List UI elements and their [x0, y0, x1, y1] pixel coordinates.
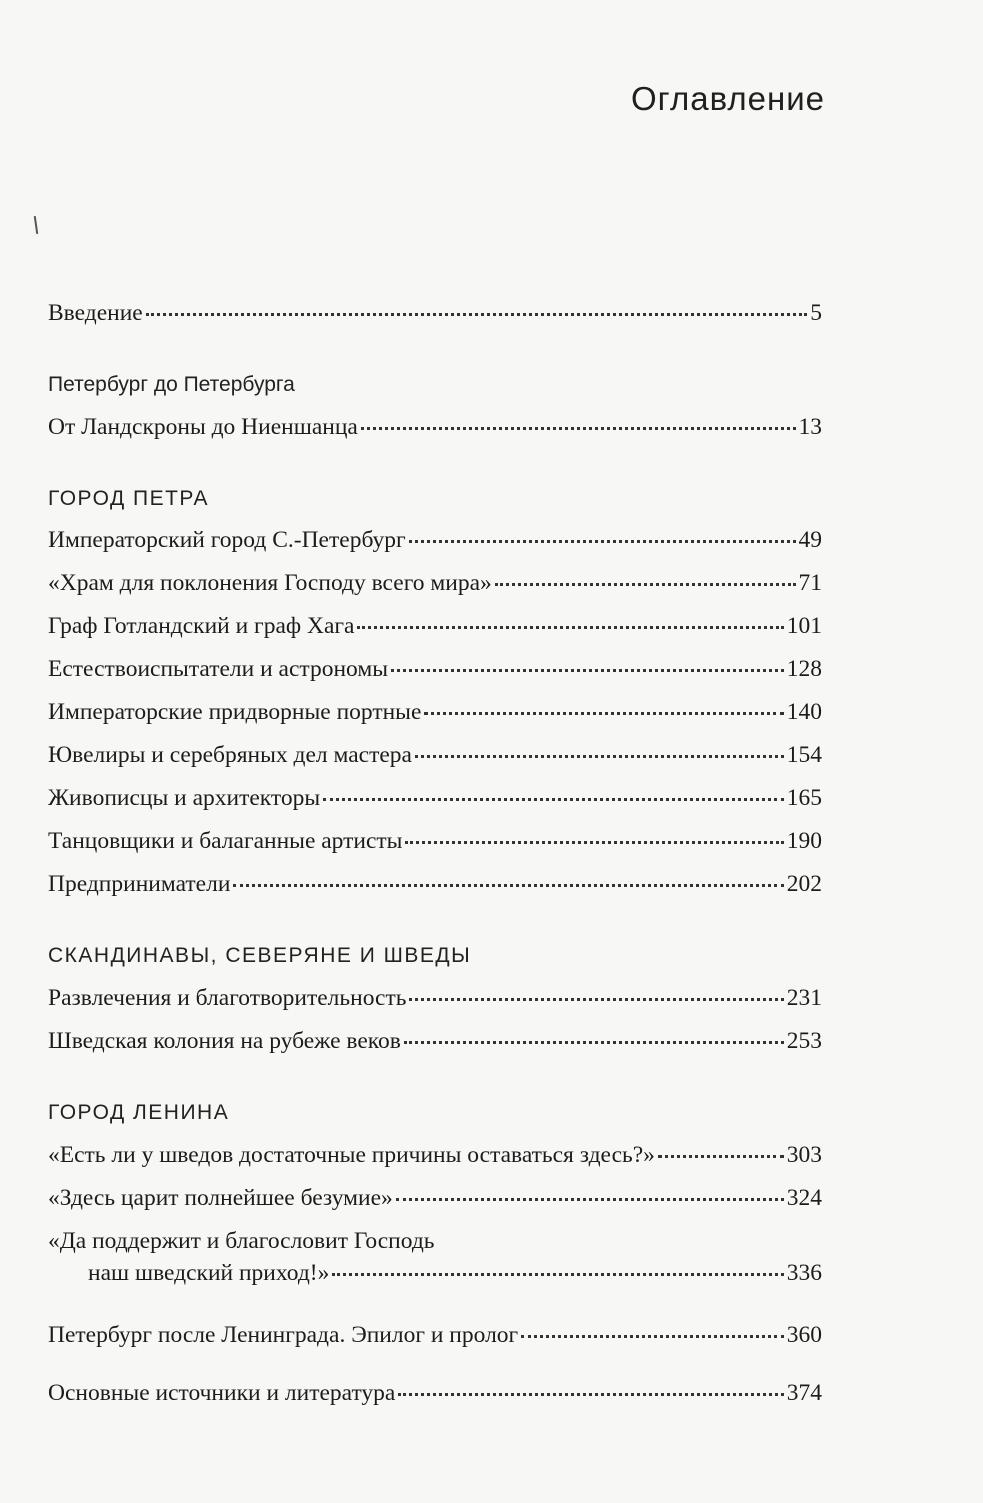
dot-leader	[404, 1041, 784, 1044]
toc-entry-intro	[48, 298, 822, 328]
toc-entry-title: Петербург после Ленинграда. Эпилог и пролог	[48, 1322, 519, 1348]
toc-entry	[48, 697, 822, 727]
dot-leader	[409, 998, 783, 1001]
toc-entry-title: Ювелиры и серебряных дел мастера	[48, 742, 412, 768]
dot-leader	[405, 841, 783, 844]
toc-entry	[48, 783, 822, 813]
toc-entry	[48, 826, 822, 856]
toc-entry-page: 13	[798, 414, 822, 440]
dot-leader	[424, 712, 783, 715]
section-heading: Петербург до Петербурга	[48, 373, 295, 396]
toc-entry-page: 165	[786, 785, 822, 811]
dot-leader	[409, 540, 796, 543]
dot-leader	[396, 1198, 784, 1201]
toc-entry-title: Живописцы и архитекторы	[48, 785, 321, 811]
toc-entry-page: 303	[786, 1142, 822, 1168]
toc-entry	[48, 525, 822, 555]
toc-entry-title: Шведская колония на рубеже веков	[48, 1028, 401, 1054]
dot-leader	[332, 1273, 783, 1276]
dot-leader	[361, 427, 796, 430]
toc-entry-page: 231	[786, 985, 822, 1011]
toc-entry	[48, 611, 822, 641]
toc-entry-page: 71	[798, 570, 822, 596]
toc-entry-page: 154	[786, 742, 822, 768]
toc-entry-title: Развлечения и благотворительность	[48, 985, 407, 1011]
page-title: Оглавление	[631, 80, 825, 117]
toc-entry-page: 101	[786, 613, 822, 639]
toc-entry	[48, 1140, 822, 1170]
toc-entry-epilogue	[48, 1320, 822, 1350]
dot-leader	[398, 1393, 783, 1396]
toc-entry	[48, 412, 822, 442]
section-heading: ГОРОД ПЕТРА	[48, 487, 210, 510]
toc-entry-title: «Здесь царит полнейшее безумие»	[48, 1185, 393, 1211]
toc-entry-title: Императорский город С.-Петербург	[48, 527, 406, 553]
toc-entry-page: 140	[786, 699, 822, 725]
toc-entry-title: «Храм для поклонения Господу всего мира»	[48, 570, 492, 596]
toc-entry-title: Естествоиспытатели и астрономы	[48, 656, 388, 682]
dot-leader	[495, 583, 796, 586]
toc-entry-title-line2: наш шведский приход!»	[88, 1260, 330, 1286]
dot-leader	[323, 798, 784, 801]
pencil-mark	[34, 216, 38, 234]
toc-entry-page: 336	[786, 1260, 822, 1286]
toc-entry-title: Основные источники и литература	[48, 1380, 396, 1406]
toc-entry-title: Танцовщики и балаганные артисты	[48, 828, 403, 854]
toc-entry-title: Введение	[48, 300, 143, 326]
dot-leader	[391, 669, 784, 672]
toc-entry-page: 374	[786, 1380, 822, 1406]
toc-entry-page: 360	[786, 1322, 822, 1348]
toc-entry	[48, 740, 822, 770]
toc-entry-page: 253	[786, 1028, 822, 1054]
dot-leader	[233, 884, 783, 887]
toc-entry	[88, 1258, 822, 1288]
toc-entry-sources	[48, 1378, 822, 1408]
dot-leader	[357, 626, 783, 629]
toc-entry-title: Граф Готландский и граф Хага	[48, 613, 355, 639]
toc-entry	[48, 1026, 822, 1056]
toc-entry	[48, 869, 822, 899]
toc-entry-title-line1: «Да поддержит и благословит Господь	[48, 1228, 435, 1254]
dot-leader	[146, 313, 808, 316]
toc-entry-page: 324	[786, 1185, 822, 1211]
toc-entry-page: 202	[786, 871, 822, 897]
toc-entry	[48, 983, 822, 1013]
dot-leader	[658, 1155, 784, 1158]
toc-entry-page: 5	[810, 300, 822, 326]
toc-entry-title: От Ландскроны до Ниеншанца	[48, 414, 358, 440]
toc-entry-page: 49	[798, 527, 822, 553]
toc-entry	[48, 568, 822, 598]
toc-entry-title: Императорские придворные портные	[48, 699, 422, 725]
toc-entry-title: «Есть ли у шведов достаточные причины оставаться здесь?»	[48, 1142, 655, 1168]
toc-entry-page: 128	[786, 656, 822, 682]
toc-entry-page: 190	[786, 828, 822, 854]
toc-entry-title: Предприниматели	[48, 871, 231, 897]
dot-leader	[521, 1335, 784, 1338]
section-heading: СКАНДИНАВЫ, СЕВЕРЯНЕ И ШВЕДЫ	[48, 944, 472, 967]
toc-entry	[48, 654, 822, 684]
toc-entry	[48, 1183, 822, 1213]
section-heading: ГОРОД ЛЕНИНА	[48, 1101, 230, 1124]
dot-leader	[415, 755, 784, 758]
